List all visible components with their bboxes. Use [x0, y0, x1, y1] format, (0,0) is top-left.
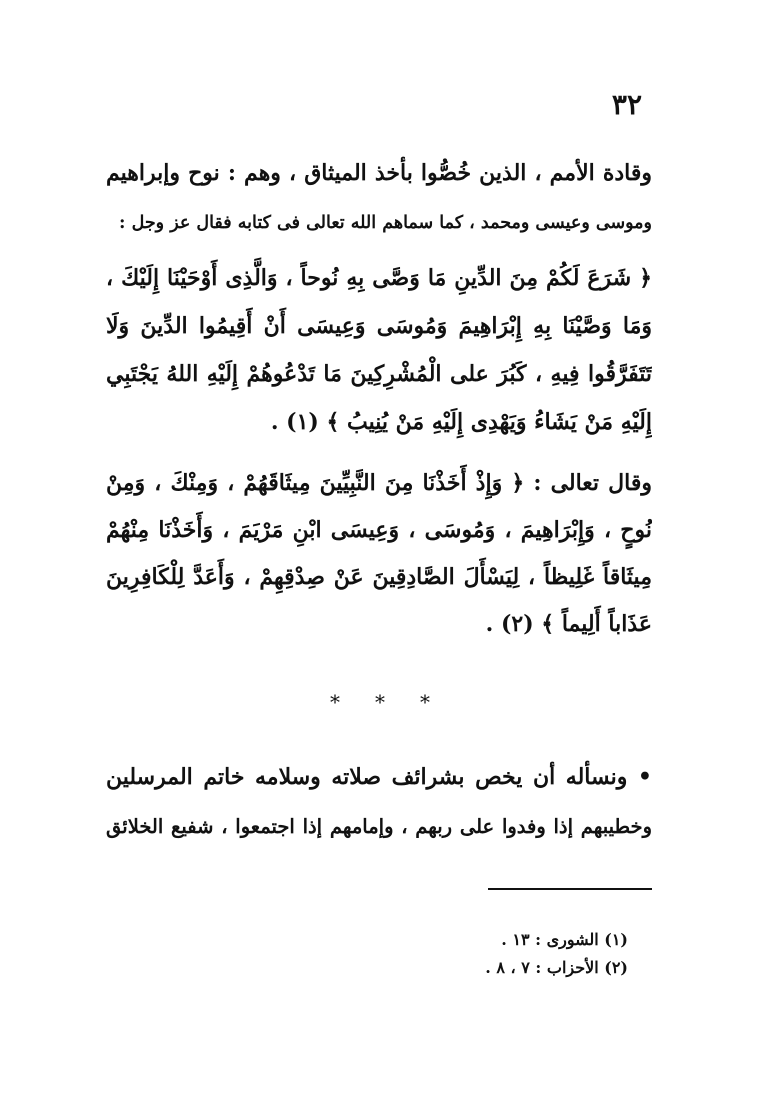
- closing-paragraph: [106, 752, 652, 852]
- footnotes: [368, 926, 628, 982]
- verse1-line-4: إِلَيْهِ مَنْ يَشَاءُ وَيَهْدِى إِلَيْهِ مَنْ يُنِيبُ ﴾ (١) .: [270, 409, 652, 435]
- quran-verse-ahzab: [106, 460, 652, 648]
- verse2-line-2: نُوحٍ ، وَإِبْرَاهِيمَ ، وَمُوسَى ، وَعِيسَى ابْنِ مَرْيَمَ ، وَأَخَذْنَا مِنْهُمْ: [106, 517, 652, 543]
- verse2-line-3: مِيثَاقاً غَلِيظاً ، لِيَسْأَلَ الصَّادِقِينَ عَنْ صِدْقِهِمْ ، وَأَعَدَّ لِلْكَافِرِينَ: [106, 564, 652, 590]
- intro-paragraph: [106, 148, 652, 248]
- verse2-line-1: وقال تعالى : ﴿ وَإِذْ أَخَذْنَا مِنَ النَّبِيِّينَ مِيثَاقَهُمْ ، وَمِنْكَ ، وَمِنْ: [106, 470, 652, 496]
- footnote-1: (١) الشورى : ١٣ .: [501, 930, 628, 949]
- intro-line-1: وقادة الأمم ، الذين خُصُّوا بأخذ الميثاق ، وهم : نوح وإبراهيم: [106, 160, 652, 186]
- footnote-2: (٢) الأحزاب : ٧ ، ٨ .: [485, 958, 628, 977]
- verse1-line-1: ﴿ شَرَعَ لَكُمْ مِنَ الدِّينِ مَا وَصَّى بِهِ نُوحاً ، وَالَّذِى أَوْحَيْنَا إِلَيْكَ ،: [106, 265, 652, 291]
- section-separator: [330, 692, 430, 712]
- verse1-line-2: وَمَا وَصَّيْنَا بِهِ إِبْرَاهِيمَ وَمُوسَى وَعِيسَى أَنْ أَقِيمُوا الدِّينَ وَلَا: [106, 313, 652, 339]
- separator-star: *: [330, 690, 340, 714]
- verse1-line-3: تَتَفَرَّقُوا فِيهِ ، كَبُرَ على الْمُشْرِكِينَ مَا تَدْعُوهُمْ إِلَيْهِ اللهُ يَجْتَبِي: [106, 361, 652, 387]
- page-number: ٣٢: [611, 88, 642, 121]
- quran-verse-shura: [106, 254, 652, 446]
- closing-line-1: • ونسأله أن يخص بشرائف صلاته وسلامه خاتم المرسلين: [106, 764, 652, 790]
- footnote-divider: [488, 888, 652, 890]
- closing-line-2: وخطيبهم إذا وفدوا على ربهم ، وإمامهم إذا اجتمعوا ، شفيع الخلائق: [106, 815, 652, 838]
- verse2-line-4: عَذَاباً أَلِيماً ﴾ (٢) .: [485, 611, 652, 637]
- separator-star: *: [375, 690, 385, 714]
- intro-line-2: وموسى وعيسى ومحمد ، كما سماهم الله تعالى فى كتابه فقال عز وجل :: [119, 213, 652, 233]
- separator-star: *: [420, 690, 430, 714]
